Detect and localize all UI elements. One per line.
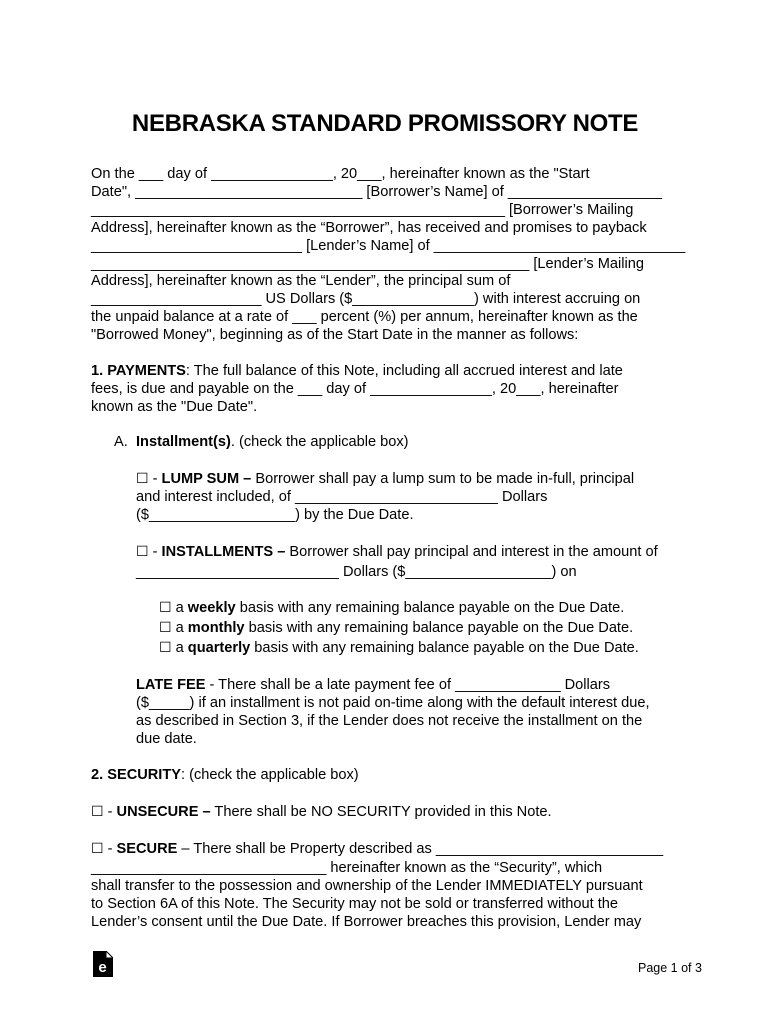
frequency-weekly: weekly [187,600,236,616]
secure-line: Lender’s consent until the Due Date. If Borrower breaches this provision, Lender may [91,914,642,930]
late-fee-line: as described in Section 3, if the Lender does not receive the installment on the [136,713,643,729]
frequency-quarterly: quarterly [187,640,251,656]
secure-checkbox[interactable]: ☐ [91,841,104,857]
unsecure-text: There shall be NO SECURITY provided in this Note. [210,804,552,820]
installments-checkbox[interactable]: ☐ [136,544,149,560]
secure-line: _____________________________ hereinafter known as the “Security”, which [91,860,603,876]
intro-line: _____________________ US Dollars ($_______________) with interest accruing on [91,291,641,307]
lump-sum-text: Borrower shall pay a lump sum to be made in-full, principal [251,471,635,487]
late-fee-line [136,676,610,694]
security-heading: 2. SECURITY [91,767,182,783]
installments-heading: Installment(s) [136,434,231,450]
weekly-option [159,599,624,617]
monthly-option [159,619,633,637]
page-number: Page 1 of 3 [638,961,702,975]
intro-line: Address], hereinafter known as the “Lender”, the principal sum of [91,273,511,289]
intro-line: ___________________________________________________ [Borrower’s Mailing [91,202,634,218]
frequency-text: a [171,620,188,636]
payments-text: : The full balance of this Note, including all accrued interest and late [185,363,623,379]
frequency-text: a [171,600,188,616]
unsecure-checkbox[interactable]: ☐ [91,804,104,820]
frequency-text: basis with any remaining balance payable on the Due Date. [244,620,634,636]
intro-line: "Borrowed Money", beginning as of the Start Date in the manner as follows: [91,327,579,343]
lump-sum-line: ($__________________) by the Due Date. [136,507,414,523]
secure-line: shall transfer to the possession and ownership of the Lender IMMEDIATELY pursuant [91,878,643,894]
eforms-logo-icon [93,951,113,977]
frequency-text: basis with any remaining balance payable on the Due Date. [235,600,625,616]
intro-line: __________________________ [Lender’s Name] of _______________________________ [91,238,686,254]
frequency-text: a [171,640,188,656]
monthly-checkbox[interactable]: ☐ [159,620,172,636]
svg-text:e: e [98,959,107,976]
late-fee-label: LATE FEE [136,677,206,693]
installments-text: Borrower shall pay principal and interest in the amount of [285,544,658,560]
payments-line: known as the "Due Date". [91,399,258,415]
lump-sum-option [136,470,634,488]
lump-sum-line: and interest included, of _________________________ Dollars [136,489,548,505]
secure-option [91,840,663,858]
unsecure-option [91,803,552,821]
late-fee-text: - There shall be a late payment fee of _____________ Dollars [205,677,611,693]
installments-option [136,543,658,561]
installments-label: INSTALLMENTS – [161,544,286,560]
document-title: NEBRASKA STANDARD PROMISSORY NOTE [131,110,639,137]
late-fee-line: due date. [136,731,197,747]
frequency-text: basis with any remaining balance payable on the Due Date. [250,640,639,656]
unsecure-label: UNSECURE – [116,804,211,820]
installments-section-marker: A. [114,434,128,450]
option-dash: - [103,841,117,857]
secure-label: SECURE [116,841,178,857]
intro-line: Date", ____________________________ [Borrower’s Name] of ___________________ [91,184,663,200]
installments-heading-text: . (check the applicable box) [230,434,409,450]
intro-line: the unpaid balance at a rate of ___ percent (%) per annum, hereinafter known as the [91,309,638,325]
secure-text: – There shall be Property described as ____________________________ [177,841,664,857]
secure-line: to Section 6A of this Note. The Security may not be sold or transferred without the [91,896,619,912]
weekly-checkbox[interactable]: ☐ [159,600,172,616]
quarterly-checkbox[interactable]: ☐ [159,640,172,656]
lump-sum-checkbox[interactable]: ☐ [136,471,149,487]
installments-line: _________________________ Dollars ($__________________) on [136,564,577,580]
intro-line: On the ___ day of _______________, 20___, hereinafter known as the "Start [91,166,590,182]
quarterly-option [159,639,639,657]
option-dash: - [148,544,162,560]
payments-line [91,362,623,380]
frequency-monthly: monthly [187,620,245,636]
installments-heading-line [136,433,409,451]
option-dash: - [148,471,162,487]
late-fee-line: ($_____) if an installment is not paid on-time along with the default interest due, [136,695,650,711]
option-dash: - [103,804,117,820]
payments-line: fees, is due and payable on the ___ day of _______________, 20___, hereinafter [91,381,619,397]
lump-sum-label: LUMP SUM – [161,471,252,487]
payments-heading: 1. PAYMENTS [91,363,186,379]
intro-line: ______________________________________________________ [Lender’s Mailing [91,256,644,272]
security-heading-text: : (check the applicable box) [181,767,359,783]
security-heading-line [91,766,359,784]
intro-line: Address], hereinafter known as the “Borrower”, has received and promises to payback [91,220,647,236]
